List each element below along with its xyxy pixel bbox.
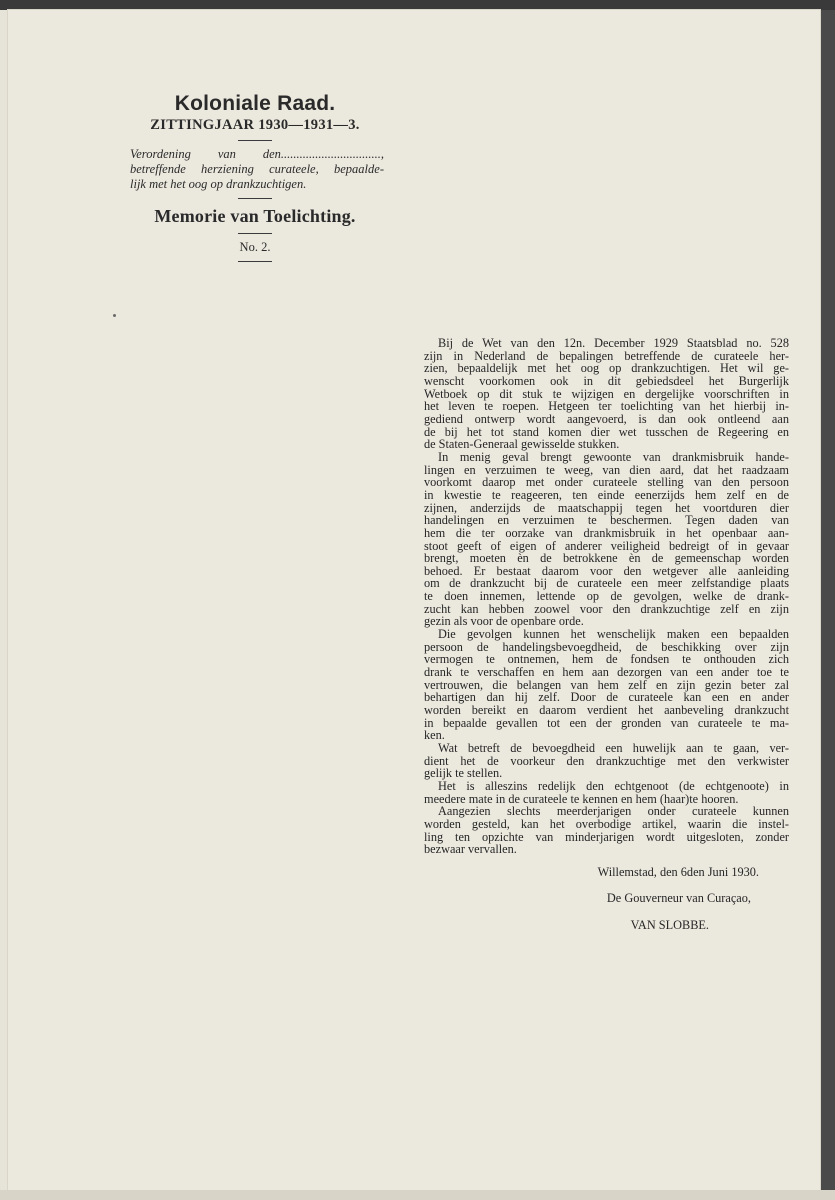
header-divider [238, 233, 272, 234]
body-line: Het is alleszins redelijk den echtgenoot (de echtgenoote) in [438, 778, 789, 793]
place-date: Willemstad, den 6den Juni 1930. [597, 865, 759, 879]
body-line: zijnen, anderzijds de maatschappij tegen het voortduren dier [424, 500, 789, 515]
body-line: gezin als voor de openbare orde. [424, 614, 584, 629]
body-line: worden gesteld, kan het overbodige artikel, waarin die instel- [424, 816, 789, 831]
body-line: het leven te roepen. Hetgeen ter toelichting van het hierbij in- [424, 399, 789, 414]
governor-title: De Gouverneur van Curaçao, [606, 891, 751, 905]
body-line: in kwestie te reageeren, ten einde eenerzijds hem zelf en de [424, 487, 789, 502]
body-line: handelingen en verzuimen te beschermen. Tegen daden van [424, 513, 789, 528]
document-header [120, 92, 390, 268]
body-line: behartigen dan hij zelf. Door de curateele kan een en ander [424, 690, 789, 705]
body-line: voorkomt daarop met onder curateele stelling van den persoon [424, 475, 789, 490]
body-line: vermogen te ontnemen, hem de fondsen te onthouden zich [424, 652, 789, 667]
body-line: de Staten-Generaal gewisselde stukken. [424, 437, 620, 452]
body-line: In menig geval brengt gewoonte van drankmisbruik hande- [438, 449, 789, 464]
body-line: zien, bepaaldelijk met het oog op drankzuchtigen. Het wil ge- [424, 361, 789, 376]
body-line: hem die ter oorzake van drankmisbruik in het openbaar aan- [424, 525, 789, 540]
body-line: ling ten opzichte van minderjarigen wordt uitgesloten, zonder [424, 829, 789, 844]
governor-signature-name: VAN SLOBBE. [630, 918, 709, 932]
council-title: Koloniale Raad. [174, 92, 336, 115]
ordinance-line: Verordening van den................................, [130, 147, 384, 161]
body-line: drank te verschaffen en hem aan dezorgen van een ander toe te [424, 665, 789, 680]
body-line: lingen en verzuimen te weeg, van dien aard, dat het raadzaam [424, 462, 789, 477]
body-line: Die gevolgen kunnen het wenschelijk maken een bepaalden [438, 627, 789, 642]
memo-title: Memorie van Toelichting. [154, 206, 356, 226]
body-line: meedere mate in de curateele te kennen en hem (haar)te hooren. [424, 791, 739, 806]
scan-border-top [0, 0, 835, 10]
body-line: vertrouwen, die belangen van hem zelf en zijn gezin beter zal [424, 677, 789, 692]
body-line: persoon de handelingsbevoegdheid, de beschikking over zijn [424, 639, 789, 654]
header-divider [238, 140, 272, 141]
body-line: gediend ontwerp wordt aangevoerd, is dan ook ontleend aan [424, 411, 789, 426]
header-divider [238, 261, 272, 262]
body-line: Aangezien slechts meerderjarigen onder curateele kunnen [438, 804, 789, 819]
body-line: in bepaalde gevallen tot een der gronden van curateele te ma- [424, 715, 789, 730]
body-line: Wetboek op dit stuk te wijzigen en dergelijke voorschriften in [424, 386, 789, 401]
body-line: dient het de voorkeur den drankzuchtige met den verkwister [424, 753, 789, 768]
body-line: ken. [424, 728, 445, 743]
body-line: behoed. Er bestaat daarom voor den wetgever alle aanleiding [424, 563, 789, 578]
body-line: Bij de Wet van den 12n. December 1929 Staatsblad no. 528 [438, 336, 789, 350]
body-line: gelijk te stellen. [424, 766, 503, 781]
ordinance-subject [130, 147, 384, 192]
document-number: No. 2. [239, 240, 271, 254]
body-line: Wat betreft de bevoegdheid een huwelijk aan te gaan, ver- [438, 741, 789, 755]
ordinance-line: betreffende herziening curateele, bepaalde- [130, 162, 384, 176]
memo-body [424, 337, 789, 856]
body-line: bezwaar vervallen. [424, 842, 517, 857]
body-line: zijn in Nederland de bepalingen betreffende de curateele her- [424, 348, 789, 363]
body-line: te doen innemen, lettende op de gevolgen, welke de drank- [424, 589, 789, 604]
body-line: de bij het tot stand komen dier wet tusschen de Regeering en [424, 424, 789, 439]
body-line: wenscht voorkomen ook in dit gebiedsdeel het Burgerlijk [424, 373, 789, 388]
paper-speck [113, 314, 116, 317]
body-line: zucht kan hebben zoowel voor den drankzuchtige zelf en zijn [424, 601, 789, 616]
body-line: worden bereikt en daarom verdient het aanbeveling drankzucht [424, 703, 789, 718]
session-year: ZITTINGJAAR 1930—1931—3. [150, 117, 360, 133]
ordinance-line: lijk met het oog op drankzuchtigen. [130, 177, 307, 191]
scan-border-bottom [0, 1190, 835, 1200]
header-divider [238, 198, 272, 199]
body-line: stoot geeft of eigen of anderer veiligheid bedreigt of in gevaar [424, 538, 789, 553]
body-line: om de drankzucht bij de curateele een meer zelfstandige plaats [424, 576, 789, 591]
scan-border-right [821, 10, 835, 1200]
body-line: brengt, moeten èn de betrokkene èn de gemeenschap worden [424, 551, 789, 566]
